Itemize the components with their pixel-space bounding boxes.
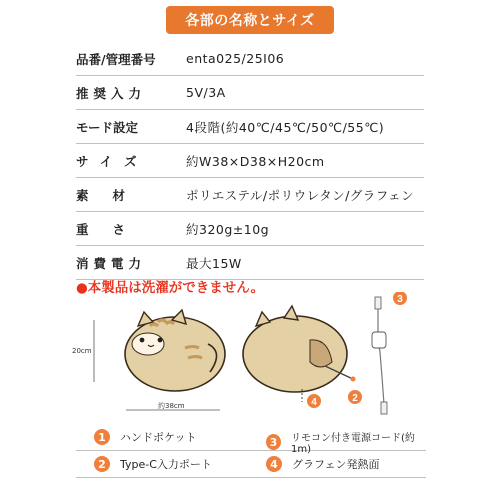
- spec-row-size: [76, 144, 424, 178]
- legend-row: [76, 426, 426, 455]
- marker-3: [393, 292, 407, 305]
- spec-row-model: [76, 42, 424, 76]
- spec-value: 5V/3A: [186, 85, 226, 100]
- spec-value: 約320g±10g: [186, 221, 270, 237]
- spec-row-material: [76, 178, 424, 212]
- spec-value: 約W38×D38×H20cm: [186, 153, 325, 169]
- cat-back-view: [243, 306, 356, 402]
- number-badge: 4: [266, 456, 282, 472]
- marker-4-label: 4: [311, 397, 317, 408]
- section-header: 各部の名称とサイズ: [166, 6, 334, 34]
- spec-table: [76, 42, 424, 280]
- marker-4: [307, 394, 321, 408]
- width-label: 約38cm: [158, 402, 185, 410]
- spec-label: サイズ: [76, 153, 149, 169]
- spec-label: 重さ: [76, 221, 150, 237]
- spec-value: 4段階(約40℃/45℃/50℃/55℃): [186, 119, 385, 135]
- marker-2-label: 2: [352, 393, 358, 404]
- legend-item: [266, 429, 426, 455]
- legend-item: [94, 456, 212, 472]
- parts-legend: [76, 426, 426, 478]
- legend-text: ハンドポケット: [120, 431, 197, 444]
- spec-row-input: [76, 76, 424, 110]
- spec-label: 消費電力: [76, 255, 147, 271]
- marker-2: [348, 390, 362, 404]
- power-cord-remote: [372, 297, 387, 414]
- spec-row-weight: [76, 212, 424, 246]
- spec-label: モード設定: [76, 119, 139, 135]
- spec-value: enta025/25I06: [186, 51, 285, 66]
- spec-value: ポリエステル/ポリウレタン/グラフェン: [186, 187, 415, 203]
- spec-label: 素材: [76, 187, 150, 203]
- cat-front-view: [125, 310, 225, 391]
- spec-label: 推奨入力: [76, 85, 147, 101]
- product-drawing: [70, 292, 430, 422]
- number-badge: 1: [94, 429, 110, 445]
- spec-row-mode: [76, 110, 424, 144]
- legend-item: [266, 456, 379, 472]
- legend-text: Type-C入力ポート: [120, 458, 212, 471]
- product-illustration: [70, 292, 430, 422]
- marker-3-label: 3: [397, 294, 403, 305]
- spec-value: 最大15W: [186, 255, 242, 271]
- legend-row: [76, 453, 426, 478]
- number-badge: 2: [94, 456, 110, 472]
- legend-text: グラフェン発熱面: [292, 458, 380, 471]
- legend-item: [94, 429, 196, 445]
- height-label: 20cm: [72, 347, 92, 355]
- spec-label: 品番/管理番号: [76, 51, 156, 67]
- number-badge: 3: [266, 434, 281, 450]
- legend-text: リモコン付き電源コード(約1m): [291, 433, 415, 455]
- no-wash-notice: ●本製品は洗濯ができません。: [76, 280, 265, 296]
- spec-row-power: [76, 246, 424, 280]
